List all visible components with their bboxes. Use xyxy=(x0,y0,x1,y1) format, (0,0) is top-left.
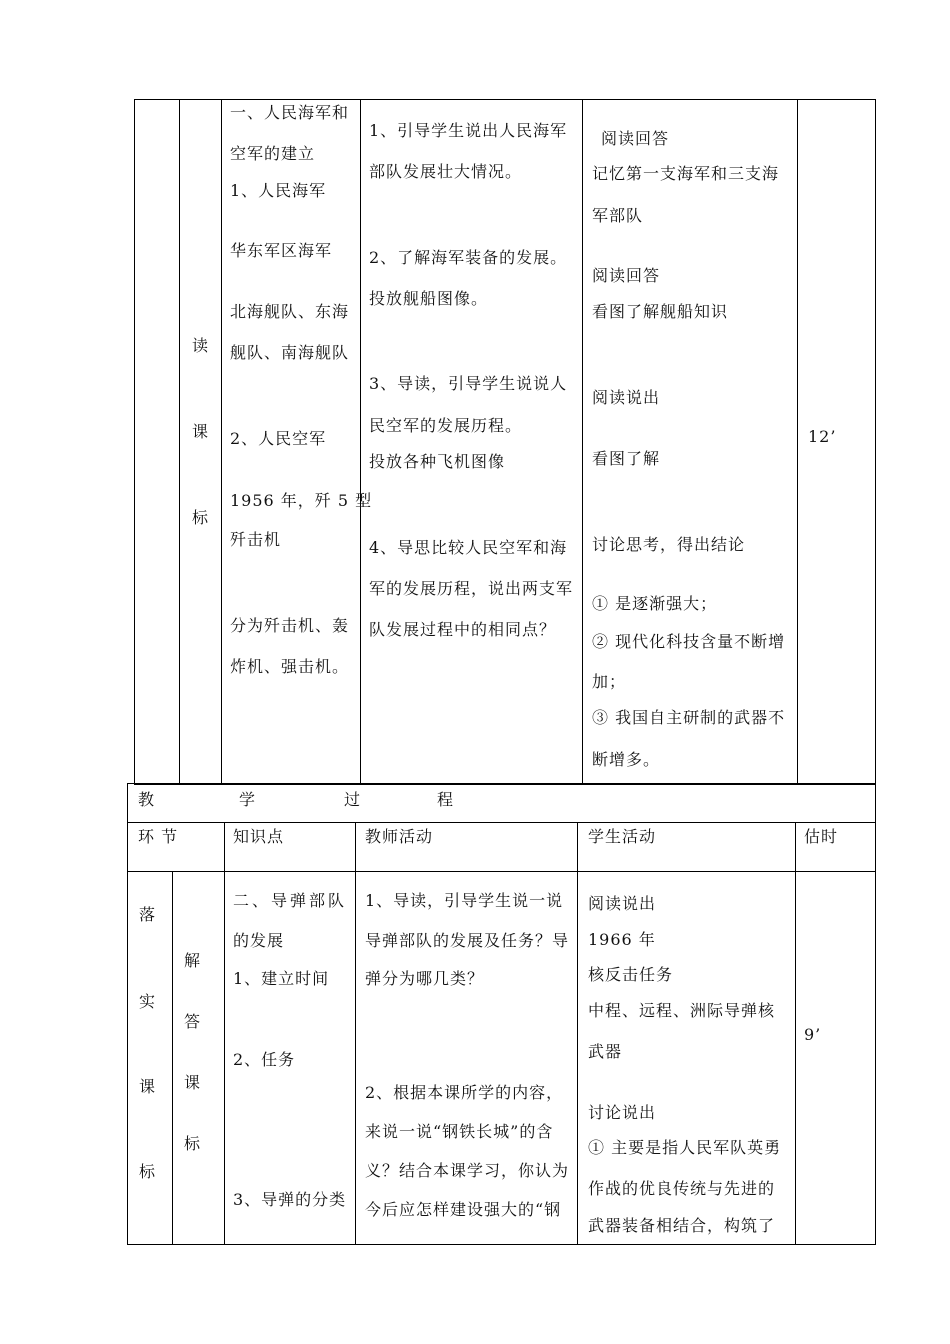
lower-student-line: 中程、远程、洲际导弹核 xyxy=(588,1001,776,1020)
lower-knowledge-line: 的发展 xyxy=(233,931,285,950)
lower-teacher-line: 今后应怎样建设强大的“钢 xyxy=(365,1200,562,1219)
lower-student-line: 武器装备相结合，构筑了 xyxy=(588,1216,776,1235)
lower-knowledge-line: 3、导弹的分类 xyxy=(233,1190,347,1209)
lower-knowledge-line: 二、导弹部队 xyxy=(233,891,348,910)
upper-knowledge-line: 舰队、南海舰队 xyxy=(230,343,350,362)
upper-teacher-line: 部队发展壮大情况。 xyxy=(369,162,523,181)
lower-student-line: 武器 xyxy=(588,1042,623,1061)
main-label-char: 课 xyxy=(139,1077,156,1096)
upper-knowledge-line: 华东军区海军 xyxy=(230,241,333,260)
upper-student-line: 看图了解舰船知识 xyxy=(592,302,729,321)
sub-label-char: 答 xyxy=(184,1012,201,1031)
lower-student-line: 1966 年 xyxy=(588,930,656,949)
sub-label-char: 标 xyxy=(184,1134,201,1153)
upper-knowledge-cell xyxy=(222,100,373,785)
upper-teacher-line: 投放各种飞机图像 xyxy=(369,452,506,471)
lower-time-value: 9’ xyxy=(804,1025,822,1044)
upper-student-line: 加； xyxy=(592,672,627,691)
upper-student-line: 阅读说出 xyxy=(592,388,661,407)
upper-knowledge-line: 1、人民海军 xyxy=(230,181,327,200)
process-char: 过 xyxy=(344,790,362,809)
upper-student-cell xyxy=(583,100,798,785)
upper-knowledge-line: 分为歼击机、轰 xyxy=(230,616,350,635)
upper-student-line: 阅读回答 xyxy=(601,129,670,148)
header-teacher-activity: 教师活动 xyxy=(356,823,578,872)
lower-student-line: 作战的优良传统与先进的 xyxy=(588,1179,776,1198)
header-knowledge: 知识点 xyxy=(225,823,356,872)
upper-knowledge-line: 2、人民空军 xyxy=(230,429,327,448)
lower-student-line: ① 主要是指人民军队英勇 xyxy=(588,1138,782,1157)
lower-knowledge-cell xyxy=(225,872,356,1245)
upper-sub-label-char: 课 xyxy=(192,422,209,441)
upper-sub-label-char: 标 xyxy=(192,508,209,527)
upper-teacher-line: 民空军的发展历程。 xyxy=(369,416,523,435)
lower-teacher-line: 弹分为哪几类？ xyxy=(365,969,485,988)
process-char: 程 xyxy=(437,790,455,809)
lower-student-cell xyxy=(578,872,796,1245)
upper-knowledge-line: 1956 年，歼 5 型 xyxy=(230,491,373,510)
lower-main-label-cell xyxy=(128,872,173,1245)
upper-teacher-line: 2、了解海军装备的发展。 xyxy=(369,248,568,267)
upper-student-line: ① 是逐渐强大； xyxy=(592,594,718,613)
main-label-char: 标 xyxy=(139,1162,156,1181)
lower-time-cell xyxy=(796,872,876,1245)
lower-teacher-line: 1、导读，引导学生说一说 xyxy=(365,891,564,910)
upper-sub-label-cell xyxy=(180,100,222,785)
upper-teacher-line: 3、导读，引导学生说说人 xyxy=(369,374,568,393)
upper-knowledge-line: 炸机、强击机。 xyxy=(230,657,350,676)
upper-teacher-line: 投放舰船图像。 xyxy=(369,289,489,308)
upper-teacher-line: 1、引导学生说出人民海军 xyxy=(369,121,568,140)
header-time: 估时 xyxy=(796,823,876,872)
header-student-activity: 学生活动 xyxy=(578,823,796,872)
lower-teacher-line: 导弹部队的发展及任务？导 xyxy=(365,931,570,950)
upper-student-line: ③ 我国自主研制的武器不 xyxy=(592,708,786,727)
lower-knowledge-line: 1、建立时间 xyxy=(233,969,330,988)
header-section: 环 节 xyxy=(128,823,225,872)
lower-student-line: 讨论说出 xyxy=(588,1103,657,1122)
upper-teacher-line: 队发展过程中的相同点？ xyxy=(369,620,557,639)
upper-student-line: 记忆第一支海军和三支海 xyxy=(592,164,780,183)
lower-teacher-cell xyxy=(356,872,578,1245)
upper-student-line: 看图了解 xyxy=(592,449,661,468)
lower-student-line: 阅读说出 xyxy=(588,894,657,913)
upper-sub-label-char: 读 xyxy=(192,336,209,355)
main-label-char: 落 xyxy=(139,905,156,924)
upper-student-line: ② 现代化科技含量不断增 xyxy=(592,632,786,651)
main-label-char: 实 xyxy=(139,992,156,1011)
lower-lesson-table xyxy=(127,783,876,1245)
upper-student-line: 军部队 xyxy=(592,206,644,225)
upper-knowledge-line: 一、人民海军和 xyxy=(230,103,350,122)
sub-label-char: 解 xyxy=(184,951,201,970)
lower-teacher-line: 义？结合本课学习，你认为 xyxy=(365,1161,570,1180)
teaching-process-header xyxy=(128,784,876,823)
process-char: 学 xyxy=(239,790,257,809)
lower-knowledge-line: 2、任务 xyxy=(233,1050,296,1069)
upper-knowledge-line: 空军的建立 xyxy=(230,144,316,163)
lower-teacher-line: 2、根据本课所学的内容， xyxy=(365,1083,564,1102)
upper-knowledge-line: 北海舰队、东海 xyxy=(230,302,350,321)
process-char: 教 xyxy=(138,790,156,809)
lower-sub-label-cell xyxy=(173,872,225,1245)
upper-time-value: 12’ xyxy=(808,427,837,446)
upper-student-line: 断增多。 xyxy=(592,750,661,769)
upper-lesson-table xyxy=(134,99,876,785)
upper-teacher-line: 军的发展历程，说出两支军 xyxy=(369,579,574,598)
sub-label-char: 课 xyxy=(184,1073,201,1092)
upper-teacher-line: 4、导思比较人民空军和海 xyxy=(369,538,568,557)
upper-time-cell xyxy=(798,100,876,785)
upper-section-cell xyxy=(135,100,180,785)
upper-teacher-cell xyxy=(361,100,583,785)
lower-teacher-line: 来说一说“钢铁长城”的含 xyxy=(365,1122,554,1141)
upper-knowledge-line: 歼击机 xyxy=(230,530,282,549)
upper-student-line: 阅读回答 xyxy=(592,266,661,285)
upper-student-line: 讨论思考，得出结论 xyxy=(592,535,746,554)
lower-student-line: 核反击任务 xyxy=(588,965,674,984)
